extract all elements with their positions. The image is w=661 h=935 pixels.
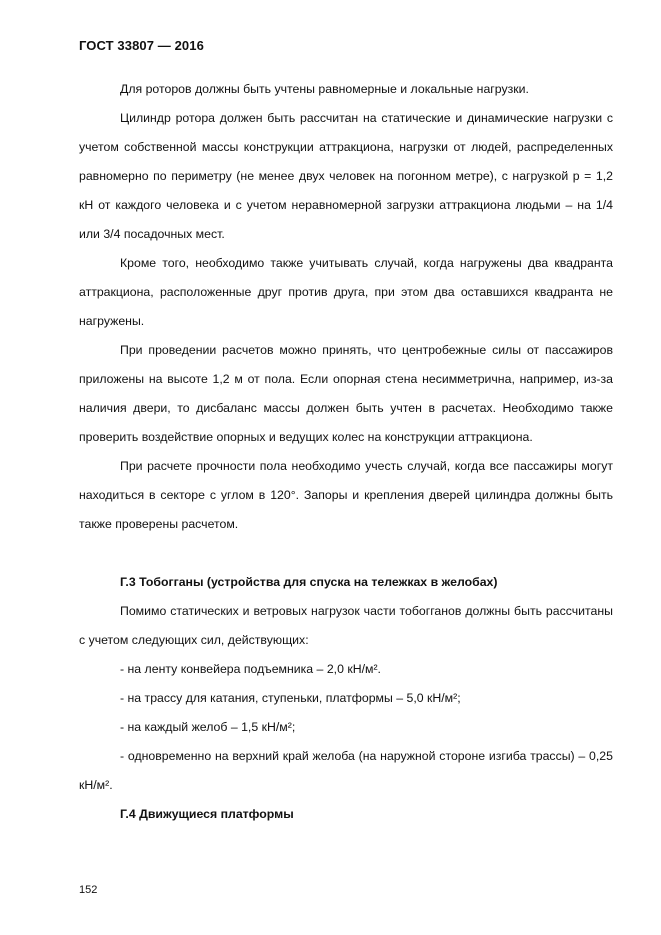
list-item-conveyor: - на ленту конвейера подъемника – 2,0 кН/м². xyxy=(120,662,381,676)
paragraph-centrifugal-forces: При проведении расчетов можно принять, что центробежные силы от пассажиров приложены на высоте 1,2 м от пола. Если опорная стена несимметрична, например, из-за наличия двери, то дисбаланс массы должен быть учтен в расчетах. Необходимо также проверить воздействие опорных и ведущих колес на конструкции аттракциона. xyxy=(79,343,613,444)
section-title-toboggans: Г.3 Тобогганы (устройства для спуска на тележках в желобах) xyxy=(120,575,498,589)
paragraph-rotor-loads: Для роторов должны быть учтены равномерные и локальные нагрузки. xyxy=(120,82,529,96)
list-item-chute-edge: - одновременно на верхний край желоба (на наружной стороне изгиба трассы) – 0,25 кН/м². xyxy=(79,749,613,792)
paragraph-toboggan-intro: Помимо статических и ветровых нагрузок части тобогганов должны быть рассчитаны с учетом следующих сил, действующих: xyxy=(79,604,613,647)
paragraph-rotor-cylinder: Цилиндр ротора должен быть рассчитан на статические и динамические нагрузки с учетом собственной массы конструкции аттракциона, нагрузки от людей, распределенных равномерно по периметру (не менее двух человек на погонном метре), с нагрузкой p = 1,2 кН от каждого человека и с учетом неравномерной загрузки аттракциона людьми – на 1/4 или 3/4 посадочных мест. xyxy=(79,111,613,241)
section-title-moving-platforms: Г.4 Движущиеся платформы xyxy=(120,807,294,821)
paragraph-floor-strength: При расчете прочности пола необходимо учесть случай, когда все пассажиры могут находиться в секторе с углом в 120°. Запоры и крепления дверей цилиндра должны быть также проверены расчетом. xyxy=(79,459,613,531)
document-body xyxy=(79,75,613,829)
list-item-track: - на трассу для катания, ступеньки, платформы – 5,0 кН/м²; xyxy=(120,691,461,705)
page-number: 152 xyxy=(79,884,98,896)
list-item-chute: - на каждый желоб – 1,5 кН/м²; xyxy=(120,720,296,734)
paragraph-quadrants: Кроме того, необходимо также учитывать случай, когда нагружены два квадранта аттракциона, расположенные друг против друга, при этом два оставшихся квадранта не нагружены. xyxy=(79,256,613,328)
standard-header: ГОСТ 33807 — 2016 xyxy=(79,38,204,53)
